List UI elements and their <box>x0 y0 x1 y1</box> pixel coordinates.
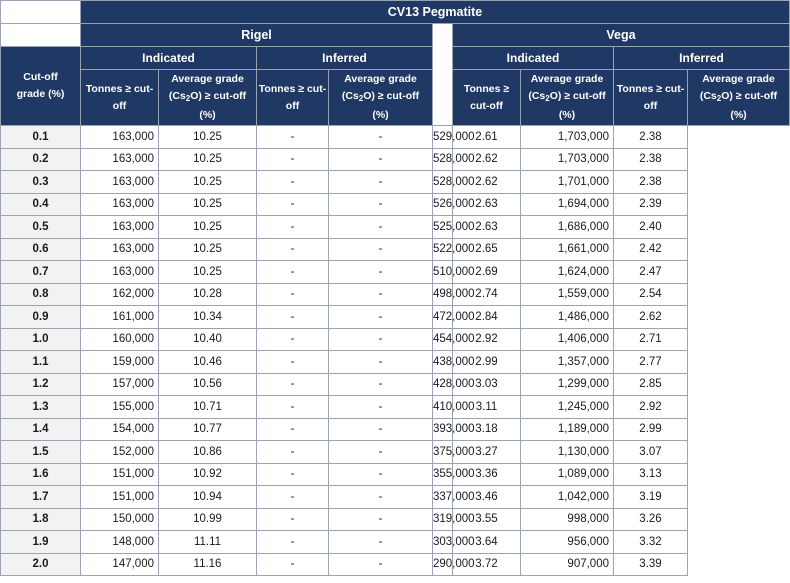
rigel-ind-grade-header: Average grade $(Cs_2O) \ge cut-off$ (%) <box>159 70 257 126</box>
rigel-inf-tonnes-cell: - <box>257 463 329 486</box>
vega-ind-tonnes-cell: 393,000 <box>433 418 453 441</box>
rigel-inf-tonnes-cell: - <box>257 373 329 396</box>
rigel-ind-grade-cell: 11.11 <box>159 531 257 554</box>
vega-inf-tonnes-cell: 907,000 <box>521 553 614 576</box>
vega-inf-tonnes-cell: 1,089,000 <box>521 463 614 486</box>
cutoff-cell: 1.2 <box>1 373 81 396</box>
vega-inf-tonnes-cell: 1,245,000 <box>521 396 614 419</box>
cutoff-cell: 0.3 <box>1 171 81 194</box>
rigel-ind-tonnes-cell: 154,000 <box>81 418 159 441</box>
table-row <box>1 508 790 531</box>
rigel-ind-grade-cell: 10.25 <box>159 193 257 216</box>
rigel-inf-grade-cell: - <box>329 261 433 284</box>
cutoff-cell: 0.1 <box>1 126 81 149</box>
rigel-ind-grade-cell: 10.25 <box>159 148 257 171</box>
rigel-inf-grade-cell: - <box>329 148 433 171</box>
vega-ind-grade-cell: 2.84 <box>453 306 521 329</box>
rigel-inf-grade-cell: - <box>329 396 433 419</box>
table-row <box>1 351 790 374</box>
vega-inf-grade-cell: 3.26 <box>614 508 688 531</box>
vega-inf-tonnes-cell: 1,357,000 <box>521 351 614 374</box>
rigel-ind-tonnes-cell: 163,000 <box>81 148 159 171</box>
rigel-ind-tonnes-cell: 159,000 <box>81 351 159 374</box>
vega-inf-grade-cell: 2.71 <box>614 328 688 351</box>
vega-ind-tonnes-cell: 528,000 <box>433 171 453 194</box>
cutoff-cell: 1.3 <box>1 396 81 419</box>
vega-ind-tonnes-cell: 303,000 <box>433 531 453 554</box>
vega-ind-tonnes-cell: 498,000 <box>433 283 453 306</box>
vega-ind-tonnes-cell: 375,000 <box>433 441 453 464</box>
vega-ind-grade-cell: 3.55 <box>453 508 521 531</box>
vega-ind-grade-cell: 2.69 <box>453 261 521 284</box>
vega-ind-tonnes-cell: 428,000 <box>433 373 453 396</box>
table-row <box>1 553 790 576</box>
table-row <box>1 463 790 486</box>
rigel-inf-grade-cell: - <box>329 463 433 486</box>
vega-ind-grade-cell: 3.27 <box>453 441 521 464</box>
table-row <box>1 328 790 351</box>
vega-inf-grade-cell: 2.62 <box>614 306 688 329</box>
vega-inf-grade-cell: 2.39 <box>614 193 688 216</box>
cutoff-cell: 1.7 <box>1 486 81 509</box>
rigel-inf-tonnes-cell: - <box>257 261 329 284</box>
rigel-inf-tonnes-cell: - <box>257 126 329 149</box>
vega-inf-grade-cell: 3.13 <box>614 463 688 486</box>
vega-inf-grade-cell: 2.92 <box>614 396 688 419</box>
rigel-ind-tonnes-cell: 147,000 <box>81 553 159 576</box>
rigel-inf-grade-cell: - <box>329 373 433 396</box>
vega-ind-grade-cell: 2.63 <box>453 193 521 216</box>
rigel-ind-grade-cell: 10.25 <box>159 216 257 239</box>
rigel-ind-grade-cell: 10.25 <box>159 171 257 194</box>
vega-ind-grade-cell: 2.63 <box>453 216 521 239</box>
table-row <box>1 283 790 306</box>
table-row <box>1 441 790 464</box>
vega-inf-tonnes-cell: 998,000 <box>521 508 614 531</box>
rigel-ind-tonnes-cell: 163,000 <box>81 193 159 216</box>
vega-inferred-header: Inferred <box>614 47 790 70</box>
vega-inf-tonnes-cell: 1,703,000 <box>521 126 614 149</box>
vega-inf-tonnes-cell: 1,189,000 <box>521 418 614 441</box>
vega-inf-grade-cell: 3.39 <box>614 553 688 576</box>
table-row <box>1 126 790 149</box>
cutoff-cell: 1.9 <box>1 531 81 554</box>
rigel-ind-grade-cell: 10.71 <box>159 396 257 419</box>
rigel-ind-grade-cell: 10.86 <box>159 441 257 464</box>
rigel-ind-grade-cell: 11.16 <box>159 553 257 576</box>
rigel-ind-tonnes-cell: 157,000 <box>81 373 159 396</box>
column-gap <box>433 24 453 126</box>
rigel-ind-tonnes-cell: 155,000 <box>81 396 159 419</box>
rigel-ind-grade-cell: 10.28 <box>159 283 257 306</box>
rigel-ind-tonnes-cell: 162,000 <box>81 283 159 306</box>
rigel-inferred-header: Inferred <box>257 47 433 70</box>
vega-inf-grade-cell: 2.38 <box>614 148 688 171</box>
vega-ind-grade-cell: 2.62 <box>453 171 521 194</box>
rigel-inf-grade-cell: - <box>329 508 433 531</box>
rigel-inf-grade-cell: - <box>329 553 433 576</box>
table-row <box>1 418 790 441</box>
vega-inf-tonnes-header: Tonnes ≥ cut- off <box>614 70 688 126</box>
rigel-inf-grade-cell: - <box>329 328 433 351</box>
rigel-inf-tonnes-cell: - <box>257 531 329 554</box>
rigel-ind-tonnes-cell: 163,000 <box>81 238 159 261</box>
table-row <box>1 306 790 329</box>
rigel-ind-grade-cell: 10.94 <box>159 486 257 509</box>
vega-ind-tonnes-cell: 410,000 <box>433 396 453 419</box>
vega-inf-tonnes-cell: 956,000 <box>521 531 614 554</box>
group-rigel: Rigel <box>81 24 433 47</box>
vega-ind-grade-cell: 2.62 <box>453 148 521 171</box>
table-row <box>1 238 790 261</box>
cutoff-header: Cut-off grade (%) <box>1 47 81 126</box>
rigel-inf-grade-cell: - <box>329 126 433 149</box>
rigel-inf-tonnes-cell: - <box>257 396 329 419</box>
vega-inf-tonnes-cell: 1,686,000 <box>521 216 614 239</box>
table-row <box>1 171 790 194</box>
rigel-inf-grade-header: Average grade $(Cs_2O) \ge cut-off$ (%) <box>329 70 433 126</box>
rigel-inf-grade-cell: - <box>329 306 433 329</box>
vega-ind-tonnes-cell: 438,000 <box>433 351 453 374</box>
rigel-inf-tonnes-cell: - <box>257 441 329 464</box>
rigel-ind-tonnes-cell: 152,000 <box>81 441 159 464</box>
vega-inf-tonnes-cell: 1,299,000 <box>521 373 614 396</box>
rigel-inf-grade-cell: - <box>329 171 433 194</box>
rigel-ind-tonnes-cell: 160,000 <box>81 328 159 351</box>
table-row <box>1 396 790 419</box>
vega-ind-tonnes-cell: 522,000 <box>433 238 453 261</box>
cutoff-cell: 1.4 <box>1 418 81 441</box>
vega-ind-grade-cell: 3.18 <box>453 418 521 441</box>
rigel-inf-tonnes-cell: - <box>257 486 329 509</box>
rigel-ind-grade-cell: 10.25 <box>159 238 257 261</box>
cutoff-cell: 1.0 <box>1 328 81 351</box>
rigel-ind-tonnes-cell: 150,000 <box>81 508 159 531</box>
corner-blank <box>1 24 81 47</box>
rigel-ind-grade-cell: 10.92 <box>159 463 257 486</box>
vega-ind-tonnes-cell: 454,000 <box>433 328 453 351</box>
rigel-inf-tonnes-cell: - <box>257 351 329 374</box>
group-vega: Vega <box>453 24 790 47</box>
table-body <box>1 126 790 576</box>
rigel-inf-grade-cell: - <box>329 216 433 239</box>
vega-inf-tonnes-cell: 1,703,000 <box>521 148 614 171</box>
vega-indicated-header: Indicated <box>453 47 614 70</box>
rigel-ind-grade-cell: 10.77 <box>159 418 257 441</box>
rigel-inf-tonnes-cell: - <box>257 508 329 531</box>
vega-ind-grade-cell: 2.74 <box>453 283 521 306</box>
rigel-inf-tonnes-cell: - <box>257 238 329 261</box>
rigel-ind-tonnes-cell: 163,000 <box>81 171 159 194</box>
vega-inf-tonnes-cell: 1,486,000 <box>521 306 614 329</box>
rigel-indicated-header: Indicated <box>81 47 257 70</box>
rigel-ind-grade-cell: 10.34 <box>159 306 257 329</box>
rigel-inf-grade-cell: - <box>329 531 433 554</box>
vega-inf-grade-cell: 2.99 <box>614 418 688 441</box>
vega-ind-grade-cell: 3.36 <box>453 463 521 486</box>
cutoff-cell: 0.4 <box>1 193 81 216</box>
rigel-ind-grade-cell: 10.56 <box>159 373 257 396</box>
cutoff-cell: 0.2 <box>1 148 81 171</box>
vega-ind-tonnes-cell: 510,000 <box>433 261 453 284</box>
table-row <box>1 486 790 509</box>
rigel-inf-grade-cell: - <box>329 283 433 306</box>
vega-ind-grade-cell: 3.64 <box>453 531 521 554</box>
vega-inf-tonnes-cell: 1,661,000 <box>521 238 614 261</box>
table-row <box>1 148 790 171</box>
cutoff-cell: 2.0 <box>1 553 81 576</box>
vega-ind-tonnes-cell: 472,000 <box>433 306 453 329</box>
table-row <box>1 261 790 284</box>
cutoff-cell: 0.5 <box>1 216 81 239</box>
rigel-ind-tonnes-cell: 161,000 <box>81 306 159 329</box>
vega-inf-grade-header: Average grade $(Cs_2O) \ge cut-off$ (%) <box>688 70 790 126</box>
rigel-inf-tonnes-cell: - <box>257 193 329 216</box>
rigel-ind-tonnes-cell: 151,000 <box>81 463 159 486</box>
rigel-ind-tonnes-header: Tonnes ≥ cut- off <box>81 70 159 126</box>
vega-inf-tonnes-cell: 1,559,000 <box>521 283 614 306</box>
vega-ind-tonnes-cell: 525,000 <box>433 216 453 239</box>
vega-ind-grade-cell: 2.99 <box>453 351 521 374</box>
cutoff-cell: 0.7 <box>1 261 81 284</box>
rigel-ind-tonnes-cell: 163,000 <box>81 261 159 284</box>
vega-ind-tonnes-cell: 529,000 <box>433 126 453 149</box>
rigel-inf-tonnes-cell: - <box>257 283 329 306</box>
corner-blank <box>1 1 81 24</box>
cutoff-cell: 1.1 <box>1 351 81 374</box>
rigel-inf-tonnes-cell: - <box>257 148 329 171</box>
rigel-inf-grade-cell: - <box>329 418 433 441</box>
rigel-inf-grade-cell: - <box>329 238 433 261</box>
table-row <box>1 193 790 216</box>
cutoff-cell: 0.6 <box>1 238 81 261</box>
vega-ind-tonnes-cell: 355,000 <box>433 463 453 486</box>
table-row <box>1 373 790 396</box>
rigel-inf-tonnes-cell: - <box>257 306 329 329</box>
vega-ind-grade-cell: 2.65 <box>453 238 521 261</box>
vega-ind-tonnes-cell: 337,000 <box>433 486 453 509</box>
vega-inf-grade-cell: 3.07 <box>614 441 688 464</box>
rigel-ind-grade-cell: 10.25 <box>159 126 257 149</box>
rigel-inf-grade-cell: - <box>329 193 433 216</box>
rigel-ind-grade-cell: 10.46 <box>159 351 257 374</box>
cutoff-cell: 1.6 <box>1 463 81 486</box>
rigel-ind-tonnes-cell: 148,000 <box>81 531 159 554</box>
vega-inf-grade-cell: 2.47 <box>614 261 688 284</box>
rigel-inf-tonnes-cell: - <box>257 171 329 194</box>
rigel-ind-tonnes-cell: 151,000 <box>81 486 159 509</box>
rigel-ind-grade-cell: 10.40 <box>159 328 257 351</box>
vega-ind-tonnes-cell: 526,000 <box>433 193 453 216</box>
vega-ind-grade-header: Average grade $(Cs_2O) \ge cut-off$ (%) <box>521 70 614 126</box>
rigel-inf-grade-cell: - <box>329 441 433 464</box>
rigel-inf-tonnes-cell: - <box>257 216 329 239</box>
vega-ind-tonnes-cell: 528,000 <box>433 148 453 171</box>
vega-ind-grade-cell: 3.72 <box>453 553 521 576</box>
rigel-inf-grade-cell: - <box>329 351 433 374</box>
vega-ind-grade-cell: 2.61 <box>453 126 521 149</box>
table-row <box>1 216 790 239</box>
rigel-ind-tonnes-cell: 163,000 <box>81 126 159 149</box>
vega-ind-grade-cell: 3.46 <box>453 486 521 509</box>
vega-ind-grade-cell: 3.03 <box>453 373 521 396</box>
cutoff-cell: 1.5 <box>1 441 81 464</box>
rigel-ind-grade-cell: 10.99 <box>159 508 257 531</box>
cutoff-cell: 0.8 <box>1 283 81 306</box>
table-row <box>1 531 790 554</box>
vega-inf-grade-cell: 2.85 <box>614 373 688 396</box>
vega-ind-tonnes-cell: 290,000 <box>433 553 453 576</box>
rigel-inf-tonnes-cell: - <box>257 418 329 441</box>
vega-inf-grade-cell: 2.40 <box>614 216 688 239</box>
vega-inf-grade-cell: 2.54 <box>614 283 688 306</box>
rigel-inf-tonnes-header: Tonnes ≥ cut- off <box>257 70 329 126</box>
vega-inf-grade-cell: 2.42 <box>614 238 688 261</box>
rigel-inf-tonnes-cell: - <box>257 328 329 351</box>
vega-inf-grade-cell: 2.77 <box>614 351 688 374</box>
vega-inf-grade-cell: 3.19 <box>614 486 688 509</box>
rigel-ind-tonnes-cell: 163,000 <box>81 216 159 239</box>
cutoff-cell: 0.9 <box>1 306 81 329</box>
vega-ind-grade-cell: 2.92 <box>453 328 521 351</box>
rigel-inf-grade-cell: - <box>329 486 433 509</box>
vega-inf-tonnes-cell: 1,042,000 <box>521 486 614 509</box>
vega-inf-tonnes-cell: 1,694,000 <box>521 193 614 216</box>
vega-inf-tonnes-cell: 1,406,000 <box>521 328 614 351</box>
rigel-ind-grade-cell: 10.25 <box>159 261 257 284</box>
cutoff-cell: 1.8 <box>1 508 81 531</box>
vega-inf-tonnes-cell: 1,701,000 <box>521 171 614 194</box>
vega-inf-grade-cell: 2.38 <box>614 171 688 194</box>
rigel-inf-tonnes-cell: - <box>257 553 329 576</box>
vega-inf-tonnes-cell: 1,130,000 <box>521 441 614 464</box>
vega-ind-tonnes-cell: 319,000 <box>433 508 453 531</box>
vega-inf-grade-cell: 3.32 <box>614 531 688 554</box>
vega-ind-tonnes-header: Tonnes ≥ cut-off <box>453 70 521 126</box>
table-title: CV13 Pegmatite <box>81 1 790 24</box>
vega-ind-grade-cell: 3.11 <box>453 396 521 419</box>
vega-inf-tonnes-cell: 1,624,000 <box>521 261 614 284</box>
vega-inf-grade-cell: 2.38 <box>614 126 688 149</box>
